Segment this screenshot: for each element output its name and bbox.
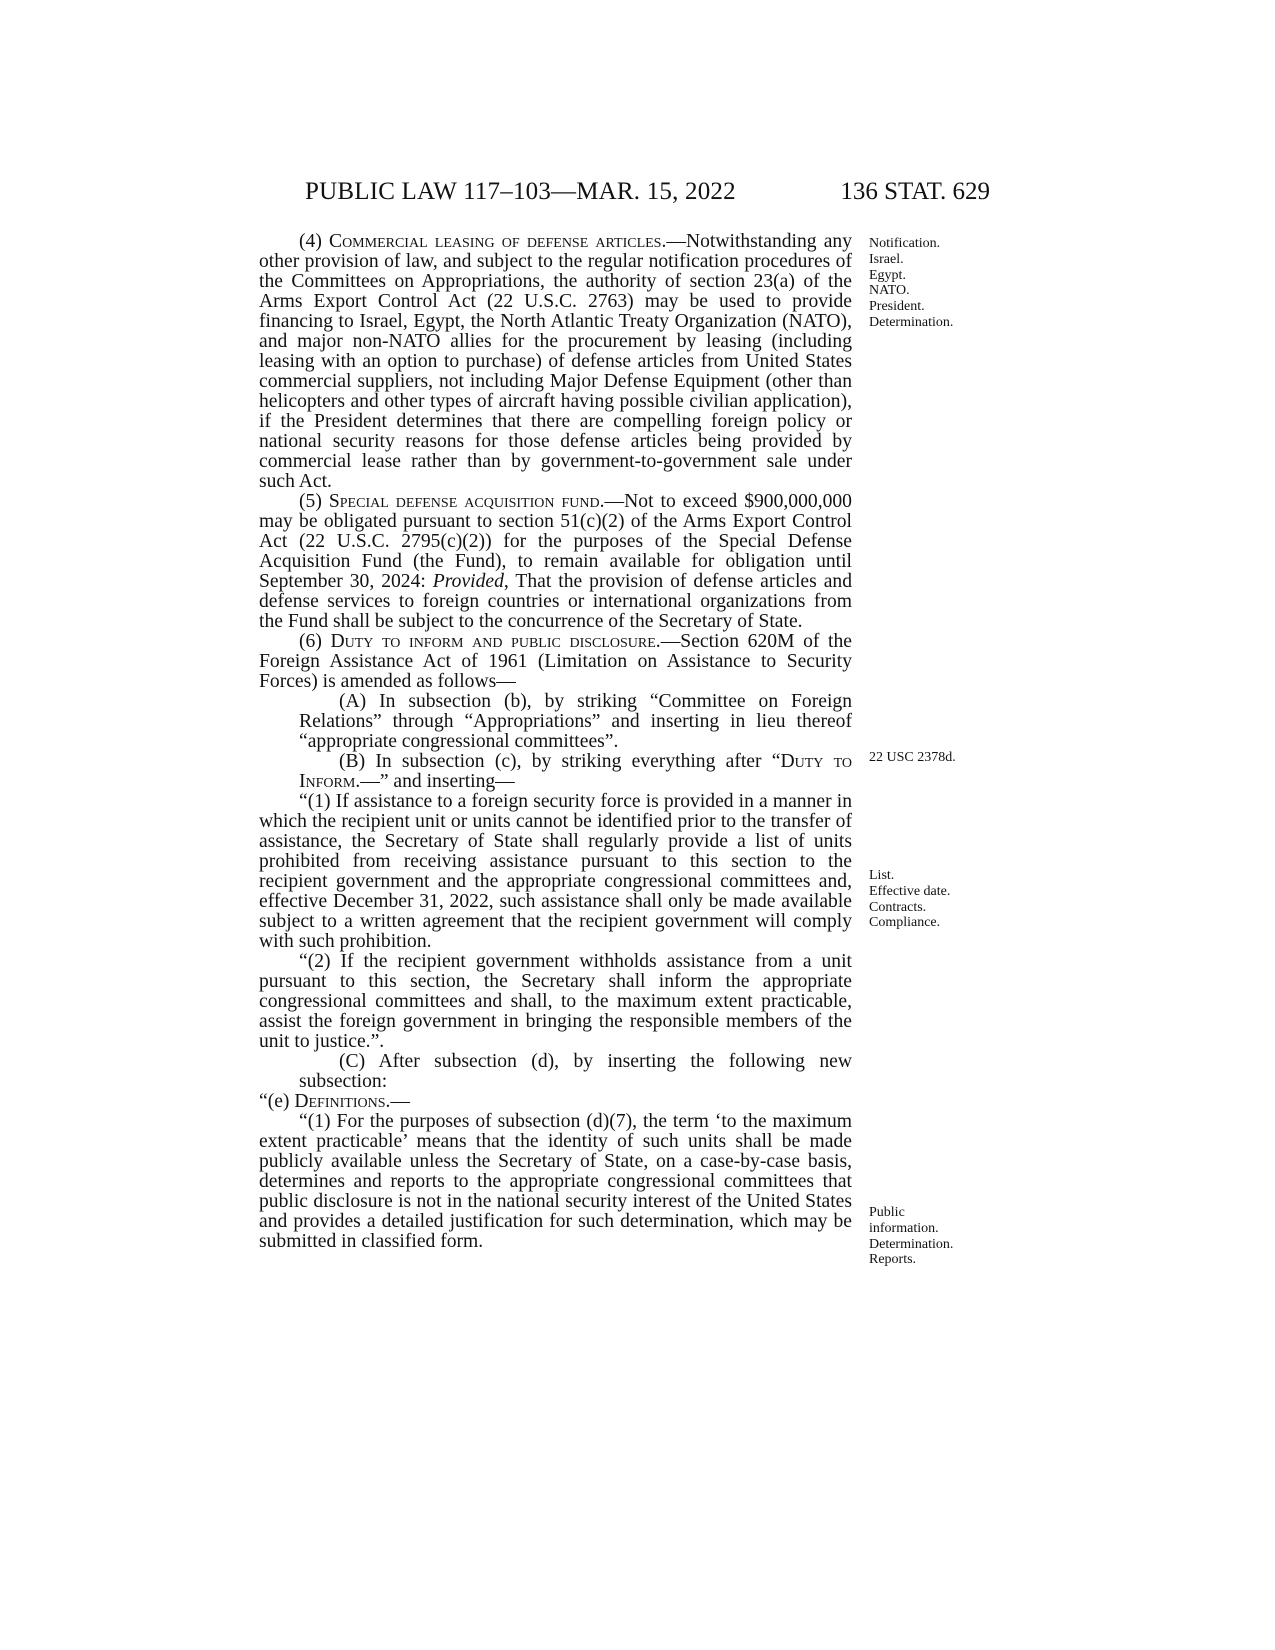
- para-text: —Not to exceed $900,000,000 may be obligated pursuant to section 51(c)(2) of the Arms Export Control Act (22 U.S.C. 2795(c)(2)) for the purposes of the Special Defense Acquisition Fund (the Fund), to remain available for obligation until September 30, 2024:: [259, 491, 852, 592]
- subparagraph-a: (A) In subsection (b), by striking “Committee on Foreign Relations” through “Appropriations” and inserting in lieu thereof “appropriate congressional committees”.: [299, 691, 852, 752]
- margin-note-line: Egypt.: [869, 267, 906, 283]
- margin-note-line: Israel.: [869, 251, 904, 267]
- para-text: —Notwithstanding any other provision of law, and subject to the regular notification procedures of the Committees on Appropriations, the authority of section 23(a) of the Arms Export Control Act (22 U.S.C. 2763) may be used to provide financing to Israel, Egypt, the North Atlantic Treaty Organization (NATO), and major non-NATO allies for the procurement by leasing (including leasing with an option to purchase) of defense articles from United States commercial suppliers, not including Major Defense Equipment (other than helicopters and other types of aircraft having possible civilian application), if the President determines that there are compelling foreign policy or national security reasons for those defense articles being provided by commercial lease rather than by government-to-government sale under such Act.: [259, 231, 853, 492]
- para-text: .—: [385, 1091, 410, 1112]
- provided-italic: Provided: [432, 571, 504, 592]
- margin-note-2: [869, 750, 956, 766]
- paragraph-6: [259, 632, 852, 692]
- para-heading: Definitions: [294, 1091, 386, 1112]
- paragraph-5: [259, 492, 852, 632]
- margin-note-line: List.: [869, 868, 895, 883]
- margin-note-line: 22 USC 2378d.: [869, 750, 956, 765]
- para-text: , That the provision of defense articles and defense services to foreign countries or international organizations from the Fund shall be subject to the concurrence of the Secretary of State.: [259, 571, 852, 632]
- para-text: .—” and inserting—: [355, 771, 515, 792]
- margin-note-1: [869, 236, 953, 331]
- page-number: 136 STAT. 629: [840, 178, 990, 205]
- margin-note-line: Determination.: [869, 1236, 954, 1252]
- margin-note-line: Determination.: [869, 314, 954, 330]
- page-header: [305, 178, 990, 218]
- main-text: [259, 232, 852, 1252]
- para-heading: Duty to Inform: [299, 751, 852, 792]
- para-heading: Duty to inform and public disclosure.: [330, 631, 661, 652]
- para-number: (6): [299, 631, 331, 652]
- margin-note-line: Effective date.: [869, 883, 951, 899]
- quoted-para-1: “(1) If assistance to a foreign security force is provided in a manner in which the recipient unit or units cannot be identified prior to the transfer of assistance, the Secretary of State shall regularly provide a list of units prohibited from receiving assistance pursuant to this section to the recipient government and the appropriate congressional committees and, effective December 31, 2022, such assistance shall only be made available subject to a written agreement that the recipient government will comply with such prohibition.: [259, 791, 852, 952]
- para-text: —Section 620M of the Foreign Assistance Act of 1961 (Limitation on Assistance to Security Forces) is amended as follows—: [259, 631, 852, 692]
- para-heading: Commercial leasing of defense articles.: [329, 231, 667, 252]
- para-number: (4): [299, 231, 329, 252]
- subparagraph-c: (C) After subsection (d), by inserting the following new subsection:: [299, 1051, 852, 1092]
- margin-note-line: President.: [869, 299, 925, 315]
- margin-note-line: Reports.: [869, 1252, 917, 1268]
- para-number: “(e): [259, 1091, 295, 1112]
- margin-note-3: [869, 868, 950, 931]
- quoted-para-2: “(2) If the recipient government withholds assistance from a unit pursuant to this section, the Secretary shall inform the appropriate congressional committees and shall, to the maximum extent practicable, assist the foreign government in bringing the responsible members of the unit to justice.”.: [259, 951, 852, 1052]
- definition-para-1: “(1) For the purposes of subsection (d)(7), the term ‘to the maximum extent practicable’ means that the identity of such units shall be made publicly available unless the Secretary of State, on a case-by-case basis, determines and reports to the appropriate congressional committees that public disclosure is not in the national security interest of the United States and provides a detailed justification for such determination, which may be submitted in classified form.: [259, 1111, 852, 1252]
- para-heading: Special defense acquisition fund.: [328, 491, 605, 512]
- paragraph-4: [259, 232, 852, 492]
- margin-note-line: Notification.: [869, 236, 941, 251]
- margin-note-4: [869, 1205, 953, 1268]
- para-text: (B) In subsection (c), by striking everything after “: [339, 751, 781, 772]
- para-number: (5): [299, 491, 329, 512]
- margin-note-line: Compliance.: [869, 915, 941, 931]
- margin-note-line: NATO.: [869, 283, 910, 299]
- margin-note-line: information.: [869, 1220, 939, 1236]
- subparagraph-b: [259, 752, 852, 792]
- law-title: PUBLIC LAW 117–103—MAR. 15, 2022: [305, 178, 736, 205]
- margin-note-line: Contracts.: [869, 899, 927, 915]
- subsection-e-heading: [259, 1092, 852, 1112]
- margin-note-line: Public: [869, 1205, 905, 1220]
